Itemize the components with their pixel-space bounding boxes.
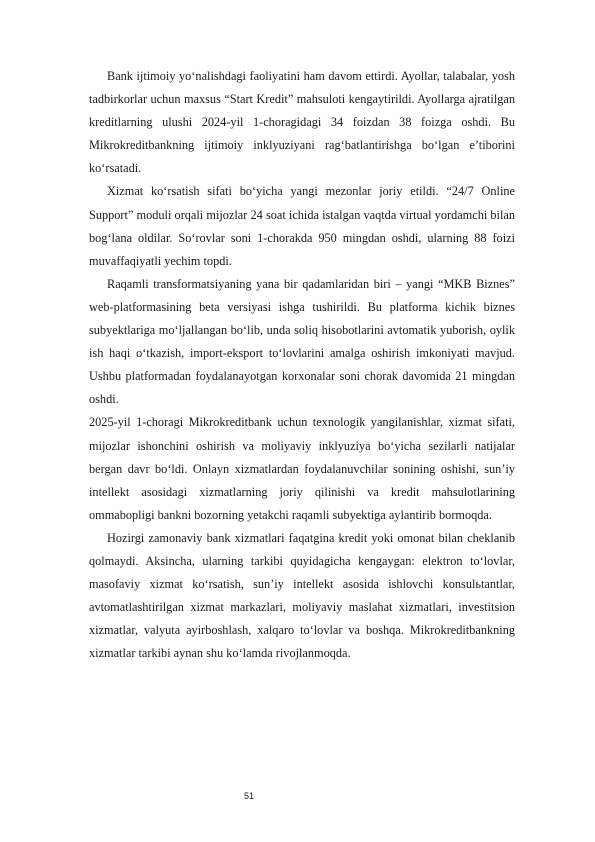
- paragraph-modern-services: Hozirgi zamonaviy bank xizmatlari faqatgina kredit yoki omonat bilan cheklanib qolmaydi. Aksincha, ularning tarkibi quyidagicha kengaygan: elektron to‘lovlar, masofaviy xizmat ko‘rsatish, sun’iy intellekt asosida ishlovchi konsulьtantlar, avtomatlashtirilgan xizmat markazlari, moliyaviy maslahat xizmatlari, investitsion xizmatlar, valyuta ayirboshlash, xalqaro to‘lovlar va boshqa. Mikrokreditbankning xizmatlar tarkibi aynan shu ko‘lamda rivojlanmoqda.: [89, 530, 515, 661]
- body-text: [89, 65, 515, 665]
- paragraph-service-quality: Xizmat ko‘rsatish sifati bo‘yicha yangi mezonlar joriy etildi. “24/7 Online Support” moduli orqali mijozlar 24 soat ichida istalgan vaqtda virtual yordamchi bilan bog‘lana oldilar. So‘rovlar soni 1-chorakda 950 mingdan oshdi, ularning 88 foizi muvaffaqiyatli yechim topdi.: [89, 184, 515, 268]
- paragraph-quarter-summary: 2025-yil 1-choragi Mikrokreditbank uchun texnologik yangilanishlar, xizmat sifati, mijozlar ishonchini oshirish va moliyaviy inklyuziya bo‘yicha sezilarli natijalar bergan davr bo‘ldi. Onlayn xizmatlardan foydalanuvchilar sonining oshishi, sun’iy intellekt asosidagi xizmatlarning joriy qilinishi va kredit mahsulotlarining ommabopligi bankni bozorning yetakchi raqamli subyektiga aylantirib bormoqda.: [89, 415, 515, 522]
- paragraph-digital-transformation: Raqamli transformatsiyaning yana bir qadamlaridan biri – yangi “MKB Biznes” web-platformasining beta versiyasi ishga tushirildi. Bu platforma kichik biznes subyektlariga mo‘ljallangan bo‘lib, unda soliq hisobotlarini avtomatik yuborish, oylik ish haqi o‘tkazish, import-eksport to‘lovlarini amalga oshirish imkoniyati mavjud. Ushbu platformadan foydalanayotgan korxonalar soni chorak davomida 21 mingdan oshdi.: [89, 276, 515, 407]
- page-number: 51: [244, 791, 255, 801]
- paragraph-social-activity: Bank ijtimoiy yo‘nalishdagi faoliyatini ham davom ettirdi. Ayollar, talabalar, yosh tadbirkorlar uchun maxsus “Start Kredit” mahsuloti kengaytirildi. Ayollarga ajratilgan kreditlarning ulushi 2024-yil 1-choragidagi 34 foizdan 38 foizga oshdi. Bu Mikrokreditbankning ijtimoiy inklyuziyani rag‘batlantirishga bo‘lgan e’tiborini ko‘rsatadi.: [89, 69, 515, 176]
